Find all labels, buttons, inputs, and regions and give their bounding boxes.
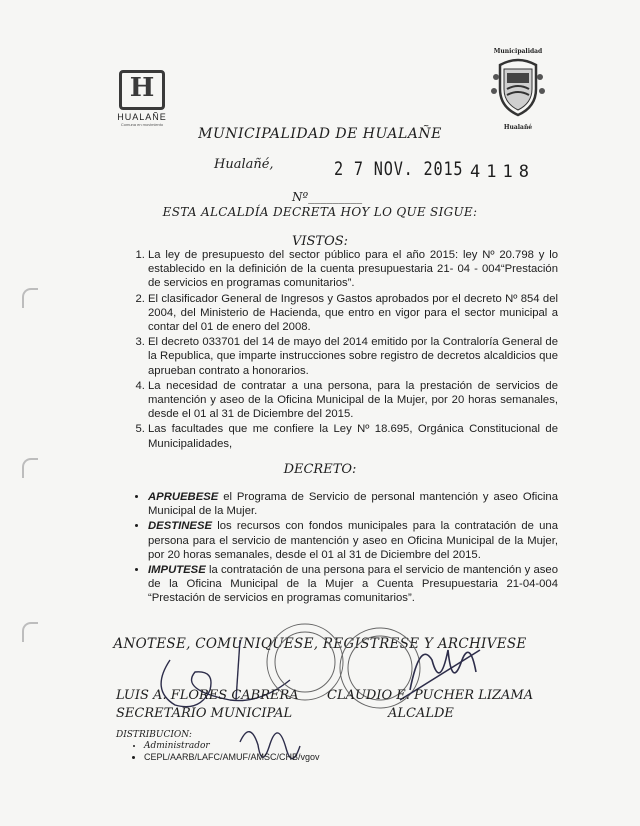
place-label: Hualañé, xyxy=(214,157,274,172)
decreto-heading: DECRETO: xyxy=(283,462,357,477)
decreto-text: los recursos con fondos municipales para la contratación de una persona para el servicio de mantención y aseo en Oficina Municipal de la Mujer, por 20 horas semanales, desde el 01 al 31 de Diciembre del 2015. xyxy=(148,520,558,561)
decreto-keyword: IMPUTESE xyxy=(148,564,206,577)
vistos-item: 3. El decreto 033701 del 14 de mayo del 2014 emitido por la Contraloría General de la Republica, que imparte instrucciones sobre registro de decretos alcaldicios que aprueban contrato a honorarios. xyxy=(148,335,558,378)
vistos-heading: VISTOS: xyxy=(291,234,349,249)
crest-top-text: Municipalidad xyxy=(493,48,543,55)
logo-tagline: Comuna en movimiento xyxy=(120,122,164,127)
secretary-name: LUIS A. FLORES CABRERA xyxy=(116,688,299,703)
distribution-item: • Administrador xyxy=(144,741,320,752)
vistos-item: 5. Las facultades que me confiere la Ley Nº 18.695, Orgánica Constitucional de Municipalidades, xyxy=(148,422,558,450)
number-line: Nº_________ xyxy=(292,190,363,204)
date-stamp: 2 7 NOV. 2015 xyxy=(334,158,464,180)
logo-name: HUALAÑE xyxy=(117,112,167,122)
closing-formula: ANOTESE, COMUNIQUESE, REGISTRESE Y ARCHIVESE xyxy=(113,636,527,652)
decreto-text: la contratación de una persona para el servicio de mantención y aseo de la Oficina Municipal de la Mujer a Cuenta Presupuestaria 21-04-004 “Prestación de servicios en programas comunitarios”. xyxy=(148,564,558,605)
document-title: MUNICIPALIDAD DE HUALAÑE xyxy=(198,126,442,142)
mayor-title: ALCALDE xyxy=(388,706,454,721)
crest-bottom-text: Hualañé xyxy=(503,124,533,131)
decreto-keyword: APRUEBESE xyxy=(148,491,219,503)
distribution-label: DISTRIBUCION: xyxy=(116,730,192,740)
secretary-title: SECRETARIO MUNICIPAL xyxy=(116,706,293,721)
vistos-item: 4. La necesidad de contratar a una persona, para la prestación de servicios de mantención y aseo de la Oficina Municipal de la Mujer, por 20 horas semanales, desde el 01 al 31 de Diciembre del 2015. xyxy=(148,379,558,422)
vistos-item: 1. La ley de presupuesto del sector público para el año 2015: ley Nº 20.798 y lo establecido en la definición de la cuenta presupuestaria 21- 04 - 004“Prestación de servicios en programas comunitarios”. xyxy=(148,248,558,291)
distribution-list xyxy=(130,741,320,763)
decreto-text: el Programa de Servicio de personal mantención y aseo Oficina Municipal de la Mujer. xyxy=(148,491,558,518)
distribution-item: • CEPL/AARB/LAFC/AMUF/AMSC/CHB/vgov xyxy=(144,752,320,763)
h-logo-icon: H xyxy=(119,70,165,110)
decreto-keyword: DESTINESE xyxy=(148,520,213,533)
decree-statement: ESTA ALCALDÍA DECRETA HOY LO QUE SIGUE: xyxy=(162,205,478,219)
decree-number-stamp: 4118 xyxy=(470,162,535,182)
mayor-name: CLAUDIO E. PUCHER LIZAMA xyxy=(327,688,534,703)
vistos-item: 2. El clasificador General de Ingresos y Gastos aprobados por el decreto Nº 854 del 2004, del Ministerio de Hacienda, que entro en vigor para el sector municipal a contar del 01 de enero del 2008. xyxy=(148,292,558,335)
